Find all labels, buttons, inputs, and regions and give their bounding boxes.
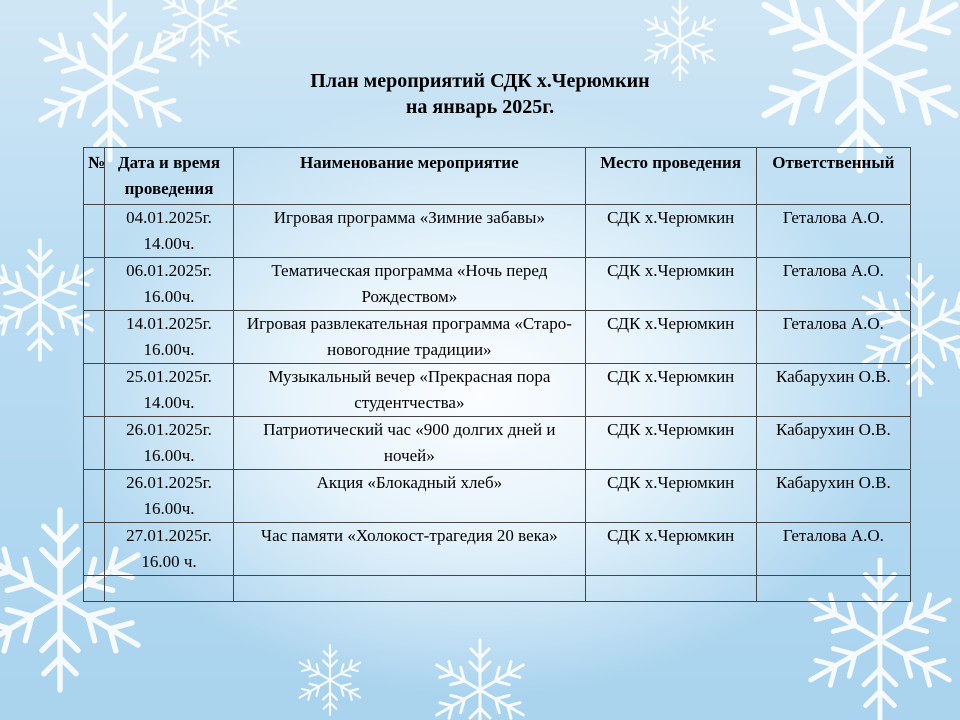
page-title: План мероприятий СДК х.Черюмкин [310,70,650,92]
cell-place: СДК х.Черюмкин [585,417,756,470]
cell-num [84,470,105,523]
table-row [84,417,911,470]
table-header-row [84,148,911,205]
cell-date: 06.01.2025г. 16.00ч. [104,258,233,311]
table-row [84,470,911,523]
cell-name: Акция «Блокадный хлеб» [234,470,586,523]
table-row [84,523,911,576]
table-row [84,258,911,311]
cell-empty [234,576,586,602]
cell-date: 14.01.2025г. 16.00ч. [104,311,233,364]
cell-responsible: Геталова А.О. [756,205,910,258]
cell-place: СДК х.Черюмкин [585,205,756,258]
cell-place: СДК х.Черюмкин [585,364,756,417]
snowflake-icon [157,0,244,65]
cell-date: 04.01.2025г. 14.00ч. [104,205,233,258]
snowflake-icon [432,640,529,720]
cell-date: 26.01.2025г. 16.00ч. [104,470,233,523]
cell-responsible: Кабарухин О.В. [756,417,910,470]
cell-num [84,364,105,417]
table-row [84,311,911,364]
cell-place: СДК х.Черюмкин [585,311,756,364]
cell-date: 26.01.2025г. 16.00ч. [104,417,233,470]
cell-date: 27.01.2025г. 16.00 ч. [104,523,233,576]
header-date: Дата и время проведения [104,148,233,205]
cell-name: Музыкальный вечер «Прекрасная пора студентчества» [234,364,586,417]
header-responsible: Ответственный [756,148,910,205]
cell-empty [84,576,105,602]
cell-responsible: Геталова А.О. [756,258,910,311]
cell-place: СДК х.Черюмкин [585,258,756,311]
cell-name: Патриотический час «900 долгих дней и ночей» [234,417,586,470]
cell-name: Игровая программа «Зимние забавы» [234,205,586,258]
cell-place: СДК х.Черюмкин [585,470,756,523]
cell-num [84,523,105,576]
cell-empty [756,576,910,602]
cell-num [84,311,105,364]
cell-num [84,417,105,470]
header-num: № [84,148,105,205]
cell-num [84,205,105,258]
cell-responsible: Геталова А.О. [756,311,910,364]
table-row-empty [84,576,911,602]
cell-name: Час памяти «Холокост-трагедия 20 века» [234,523,586,576]
cell-place: СДК х.Черюмкин [585,523,756,576]
events-table [83,147,911,602]
table-row [84,205,911,258]
snowflake-icon [296,645,364,715]
table-row [84,364,911,417]
header-place: Место проведения [585,148,756,205]
cell-name: Тематическая программа «Ночь перед Рождеством» [234,258,586,311]
cell-empty [104,576,233,602]
cell-num [84,258,105,311]
header-name: Наименование мероприятие [234,148,586,205]
cell-responsible: Кабарухин О.В. [756,364,910,417]
cell-name: Игровая развлекательная программа «Старо-новогодние традиции» [234,311,586,364]
cell-empty [585,576,756,602]
cell-responsible: Геталова А.О. [756,523,910,576]
cell-responsible: Кабарухин О.В. [756,470,910,523]
page-subtitle: на январь 2025г. [405,96,555,118]
cell-date: 25.01.2025г. 14.00ч. [104,364,233,417]
